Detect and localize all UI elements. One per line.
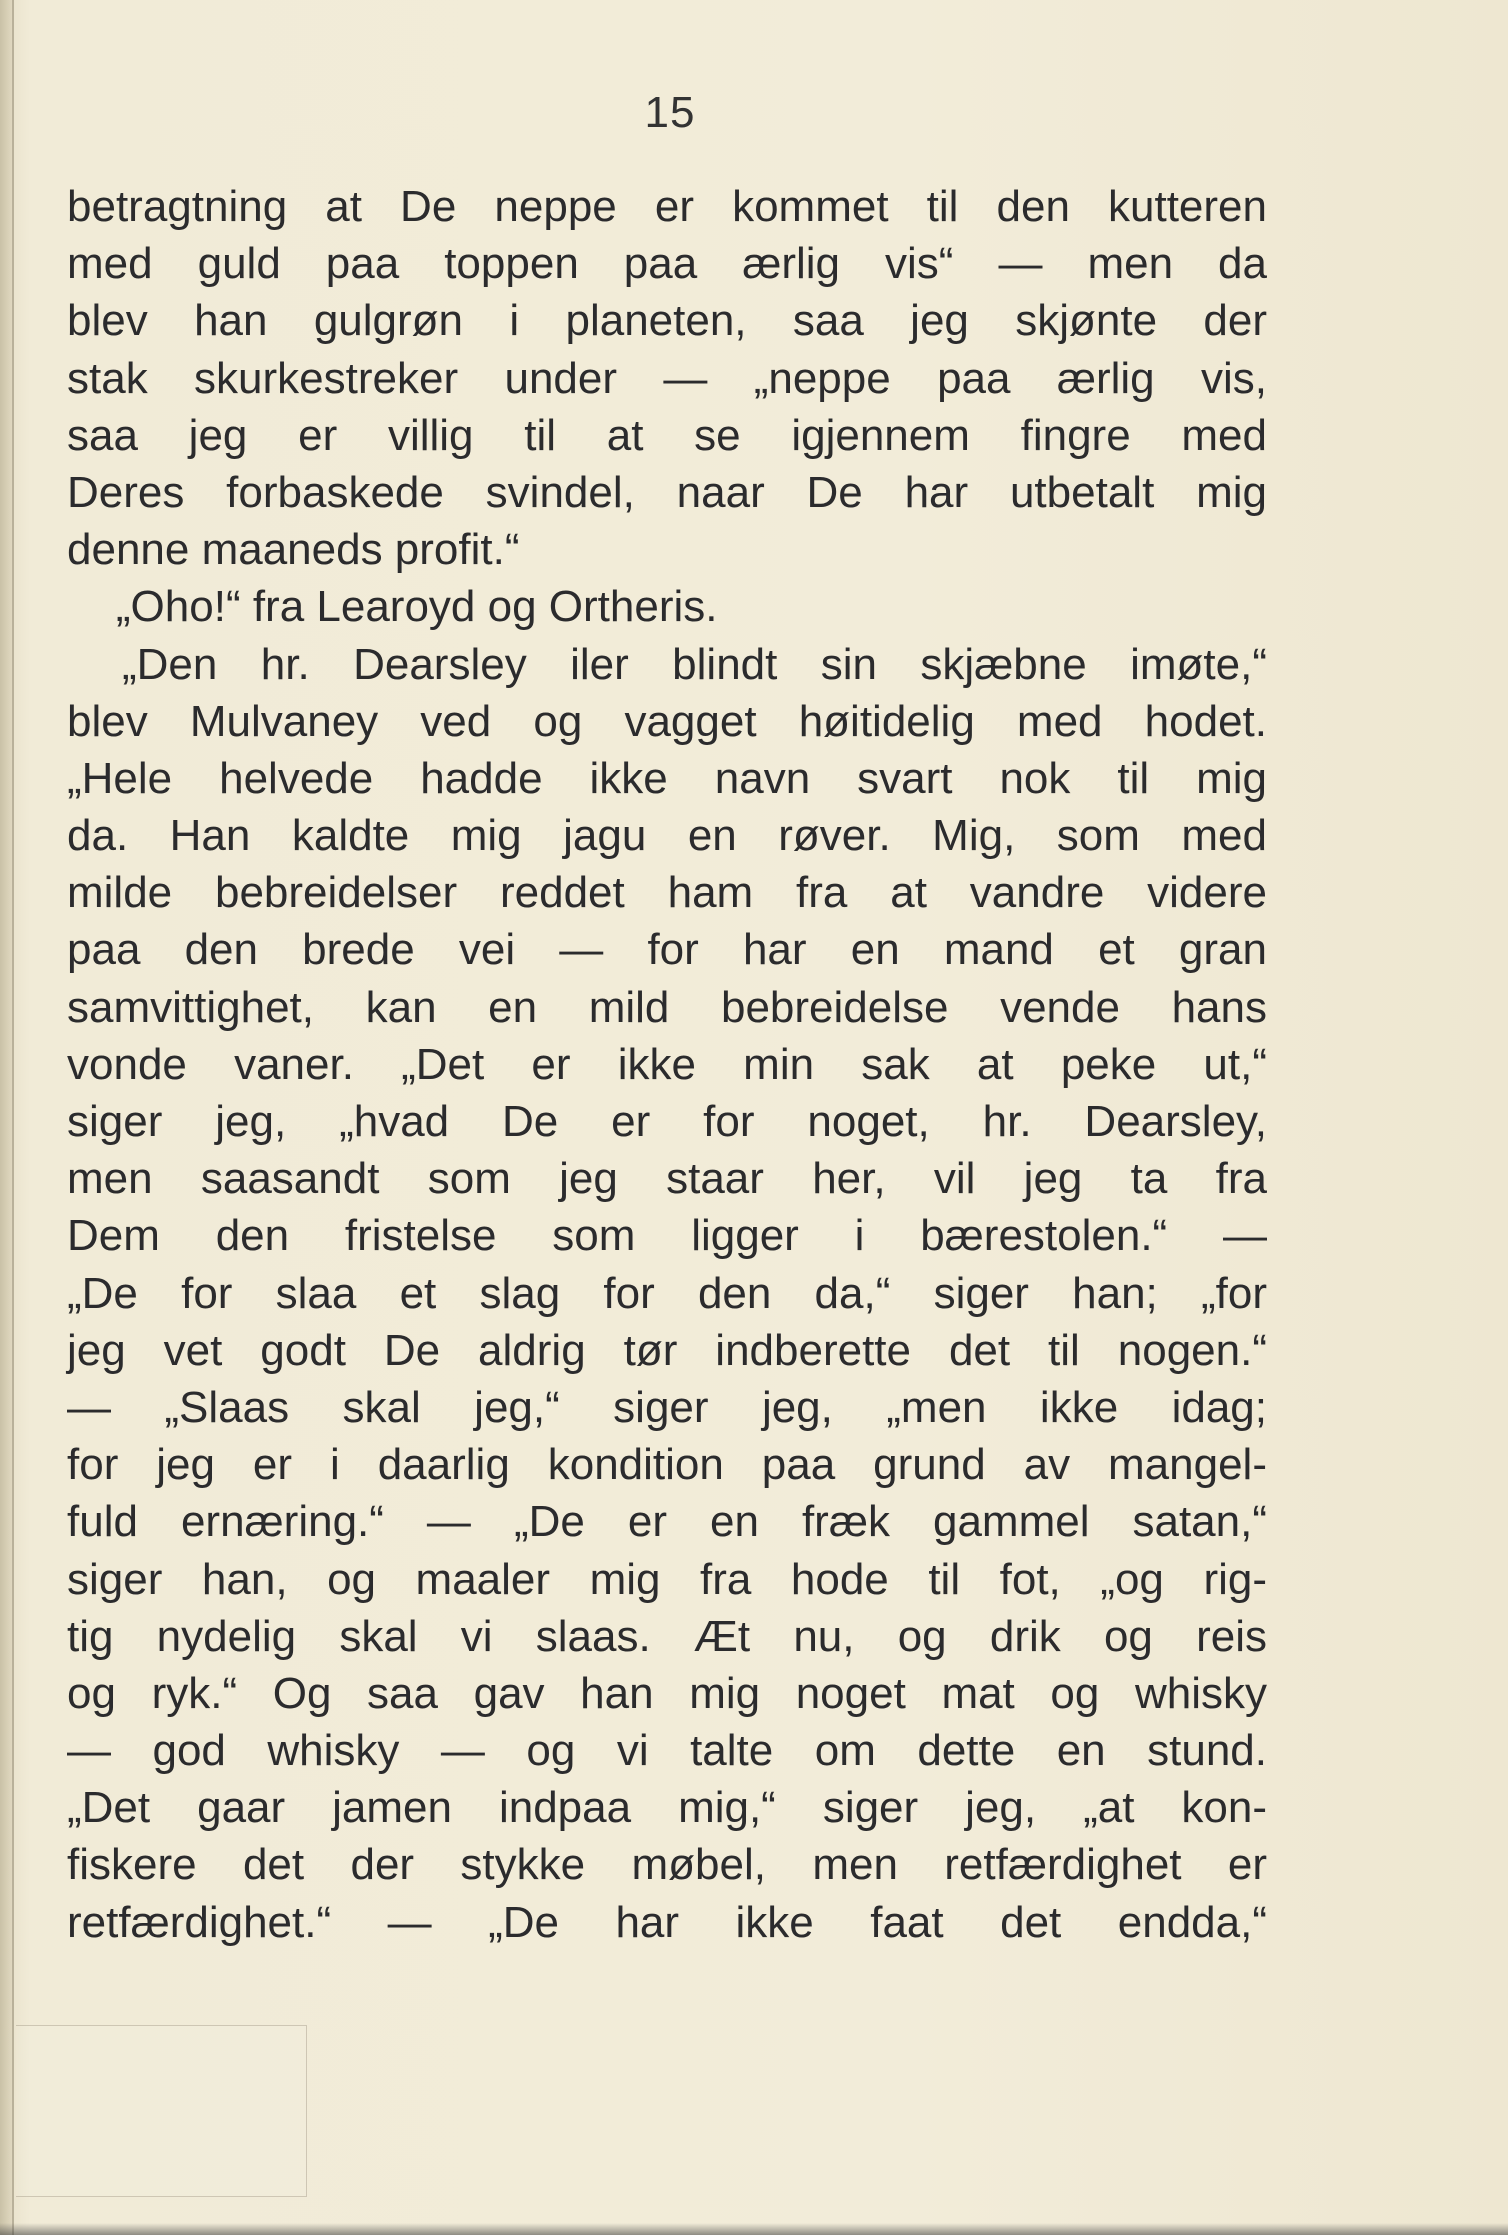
text-line: Dem den fristelse som ligger i bærestolen.“ — [67,1211,1267,1261]
text-line: samvittighet, kan en mild bebreidelse vende hans [67,982,1267,1032]
page-number: 15 [644,88,696,137]
text-line: da. Han kaldte mig jagu en røver. Mig, som med [67,811,1267,861]
text-line: siger han, og maaler mig fra hode til fot, „og rig- [67,1554,1267,1604]
text-line: „Den hr. Dearsley iler blindt sin skjæbne imøte,“ [122,639,1267,689]
text-line: for jeg er i daarlig kondition paa grund av mangel- [67,1440,1267,1490]
text-line: men saasandt som jeg staar her, vil jeg ta fra [67,1154,1267,1204]
text-line: „Oho!“ fra Learoyd og Ortheris. [67,582,718,632]
page-bottom-edge [0,2223,1508,2235]
text-line: milde bebreidelser reddet ham fra at vandre videre [67,868,1267,918]
text-line: paa den brede vei — for har en mand et gran [67,925,1267,975]
text-line: siger jeg, „hvad De er for noget, hr. Dearsley, [67,1097,1267,1146]
text-line: stak skurkestreker under — „neppe paa ærlig vis, [67,353,1267,403]
paper-stain [16,2025,307,2197]
text-line: og ryk.“ Og saa gav han mig noget mat og whisky [67,1668,1267,1718]
text-line: saa jeg er villig til at se igjennem fingre med [67,410,1267,460]
text-line: „Hele helvede hadde ikke navn svart nok til mig [67,753,1267,803]
text-line: fiskere det der stykke møbel, men retfærdighet er [67,1840,1267,1890]
text-line: „De for slaa et slag for den da,“ siger han; „for [67,1268,1267,1318]
text-line: „Det gaar jamen indpaa mig,“ siger jeg, „at kon- [67,1783,1267,1833]
text-line: — „Slaas skal jeg,“ siger jeg, „men ikke idag; [67,1382,1267,1432]
text-line: betragtning at De neppe er kommet til den kutteren [67,182,1267,231]
text-line: Deres forbaskede svindel, naar De har utbetalt mig [67,467,1267,517]
text-line: tig nydelig skal vi slaas. Æt nu, og drik og reis [67,1611,1267,1661]
text-line: med guld paa toppen paa ærlig vis“ — men da [67,239,1267,289]
text-line: vonde vaner. „Det er ikke min sak at peke ut,“ [67,1039,1267,1089]
text-line: fuld ernæring.“ — „De er en fræk gammel satan,“ [67,1497,1267,1547]
page-gutter-line [12,0,14,2235]
text-line: retfærdighet.“ — „De har ikke faat det endda,“ [67,1897,1267,1947]
text-line: denne maaneds profit.“ [67,525,520,575]
text-line: jeg vet godt De aldrig tør indberette det til nogen.“ [67,1325,1267,1375]
text-line: blev Mulvaney ved og vagget høitidelig med hodet. [67,696,1267,746]
body-text [67,178,1267,1951]
text-line: — god whisky — og vi talte om dette en stund. [67,1726,1267,1776]
text-line: blev han gulgrøn i planeten, saa jeg skjønte der [67,296,1267,346]
